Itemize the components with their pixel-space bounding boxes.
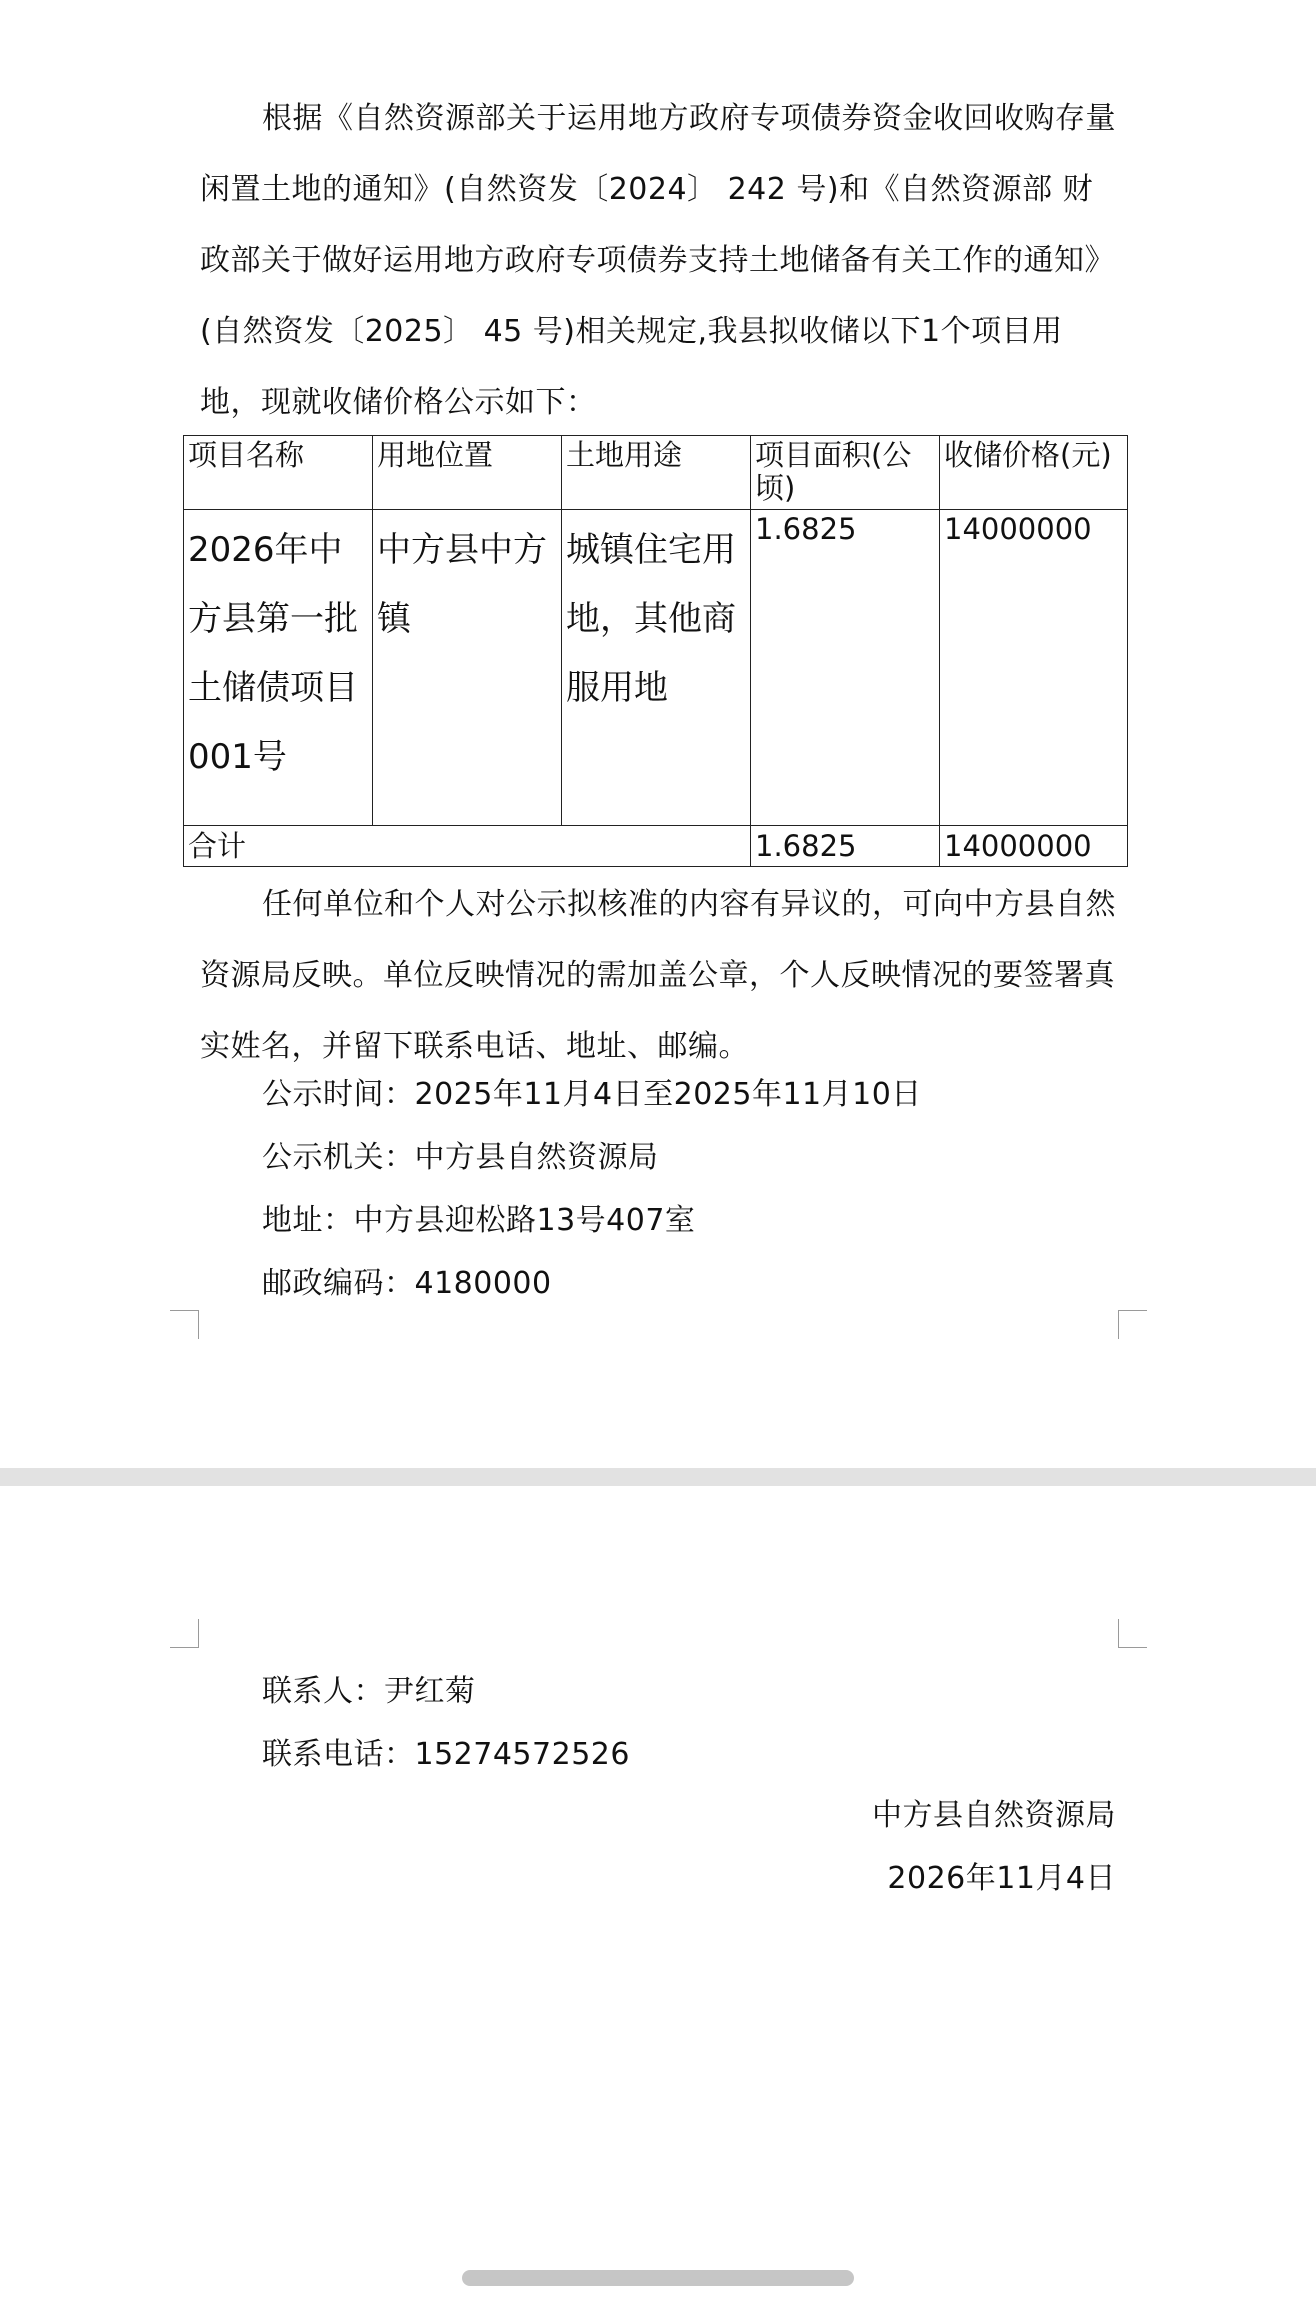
page-corner-mark <box>1118 1619 1147 1648</box>
objection-paragraph: 任何单位和个人对公示拟核准的内容有异议的，可向中方县自然资源局反映。单位反映情况的需加盖公章，个人反映情况的要签署真实姓名，并留下联系电话、地址、邮编。 <box>200 887 1116 1064</box>
intro-paragraph: 根据《自然资源部关于运用地方政府专项债券资金收回收购存量闲置土地的通知》(自然资发〔2024〕 242 号)和《自然资源部 财政部关于做好运用地方政府专项债券支持土地储备有关工作的通知》(自然资发〔2025〕 45 号)相关规定,我县拟收储以下1个项目用地，现就收储价格公示如下： <box>200 101 1116 420</box>
cell-area: 1.6825 <box>751 510 940 826</box>
signature-date: 2026年11月4日 <box>887 1861 1116 1896</box>
contact-phone: 联系电话：15274572526 <box>262 1737 630 1772</box>
postcode: 邮政编码：4180000 <box>262 1266 552 1301</box>
header-project-name: 项目名称 <box>184 436 373 510</box>
address: 地址：中方县迎松路13号407室 <box>262 1203 696 1238</box>
cell-land-use: 城镇住宅用地，其他商服用地 <box>562 510 751 826</box>
land-reserve-table <box>183 435 1128 867</box>
total-label: 合计 <box>184 826 751 867</box>
table-row <box>184 510 1128 826</box>
page-separator <box>0 1468 1316 1486</box>
contact-person: 联系人：尹红菊 <box>262 1674 476 1709</box>
header-land-use: 土地用途 <box>562 436 751 510</box>
table-header-row <box>184 436 1128 510</box>
header-location: 用地位置 <box>373 436 562 510</box>
cell-price: 14000000 <box>940 510 1128 826</box>
page-corner-mark <box>170 1619 199 1648</box>
total-price: 14000000 <box>940 826 1128 867</box>
page-corner-mark <box>170 1310 199 1339</box>
table-total-row <box>184 826 1128 867</box>
signature-organ: 中方县自然资源局 <box>872 1798 1116 1833</box>
header-price: 收储价格(元) <box>940 436 1128 510</box>
header-area: 项目面积(公顷) <box>751 436 940 510</box>
page-corner-mark <box>1118 1310 1147 1339</box>
notice-organ: 公示机关：中方县自然资源局 <box>262 1140 659 1175</box>
cell-project-name: 2026年中方县第一批土储债项目001号 <box>184 510 373 826</box>
document-page-2 <box>0 1486 1316 2306</box>
home-indicator[interactable] <box>462 2270 854 2286</box>
total-area: 1.6825 <box>751 826 940 867</box>
cell-location: 中方县中方镇 <box>373 510 562 826</box>
notice-time: 公示时间：2025年11月4日至2025年11月10日 <box>262 1077 922 1112</box>
